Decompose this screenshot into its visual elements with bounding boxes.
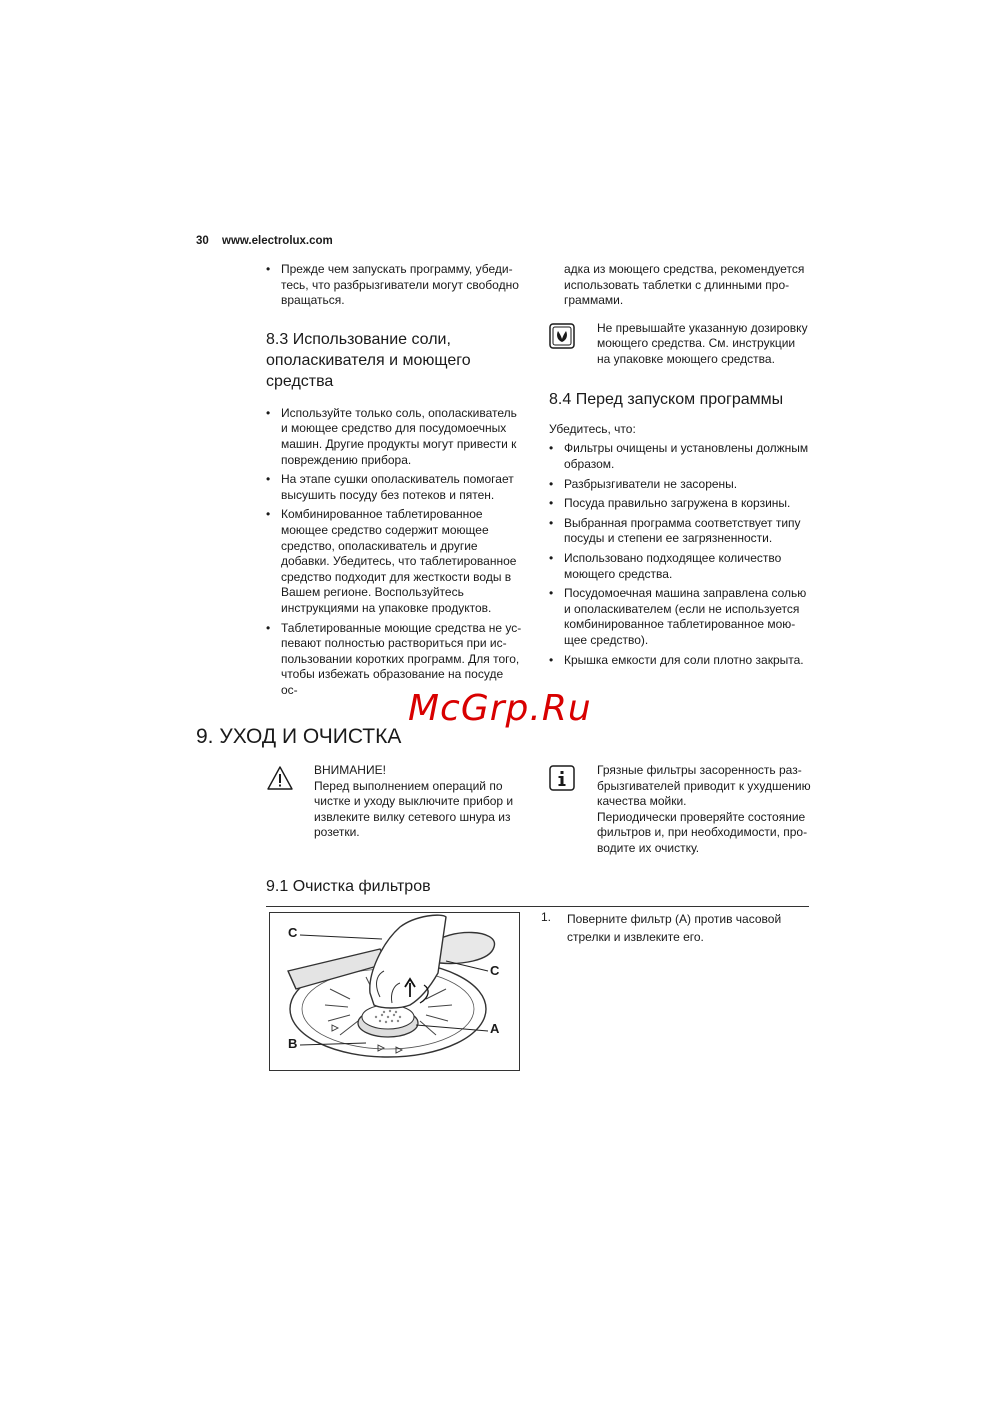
list-item: • Используйте только соль, ополаскиватель и моющее средство для посудомоечных машин. Другие продукты могут привести к повреждению прибора. [266, 406, 522, 468]
list-item: • Посуда правильно загружена в корзины. [549, 496, 809, 512]
list-item: • Разбрызгиватели не засорены. [549, 477, 809, 493]
section-number: 8.3 [266, 330, 289, 348]
chapter-title: УХОД И ОЧИСТКА [219, 725, 402, 748]
list-item: • Таблетированные моющие средства не успевают полностью раствориться при использовании коротких программ. Для того, чтобы избежать образование на посуде ос- [266, 621, 522, 699]
list-item: • Выбранная программа соответствует типу посуды и степени ее загрязненности. [549, 516, 809, 547]
left-column [266, 262, 522, 702]
s84-bullet-list [549, 441, 809, 668]
watermark: McGrp.Ru [408, 688, 592, 729]
site-url[interactable]: www.electrolux.com [222, 235, 333, 247]
chapter-heading [196, 724, 401, 750]
info-block [549, 763, 811, 857]
section-number: 8.4 [549, 390, 572, 408]
section-heading-8-4 [549, 389, 809, 410]
list-item: • Комбинированное таблетированное моющее средство содержит моющее средство, ополаскиватель и другие добавки. Убедитесь, что таблетированное средство подходит для жесткости воды в Вашем регионе. Воспользуйтесь инструкциями на упаковке продуктов. [266, 507, 522, 616]
warning-title: ВНИМАНИЕ! [314, 763, 386, 777]
step-list [541, 910, 809, 946]
lead-text: Убедитесь, что: [549, 421, 636, 436]
info-text-2: Периодически проверяйте состояние фильтров и, при необходимости, проводите их очистку. [597, 809, 808, 855]
step-item [541, 910, 809, 946]
continuation-text: адка из моющего средства, рекомендуется использовать таблетки с длинными программами. [564, 262, 805, 308]
warning-icon [266, 765, 294, 796]
list-item: • Прежде чем запускать программу, убедитесь, что разбрызгиватели могут свободно вращаться. [266, 262, 522, 309]
info-text-1: Грязные фильтры засоренность разбрызгивателей приводит к ухудшению качества мойки. [597, 763, 811, 809]
list-item: • Фильтры очищены и установлены должным образом. [549, 441, 809, 472]
chapter-number: 9. [196, 725, 214, 748]
warning-block [266, 763, 526, 841]
section-title: Очистка фильтров [292, 878, 431, 895]
filter-illustration [270, 913, 519, 1070]
list-item: • На этапе сушки ополаскиватель помогает высушить посуду без потеков и пятен. [266, 472, 522, 503]
intro-bullet-list [266, 262, 522, 309]
warning-text: Перед выполнением операций по чистке и уходу выключите прибор и извлеките вилку сетевого шнура из розетки. [314, 778, 514, 840]
environment-note-text: Не превышайте указанную дозировку моющего средства. См. инструкции на упаковке моющего средства. [597, 320, 808, 366]
figure-label-c-top: C [288, 925, 298, 940]
environment-note [549, 321, 809, 371]
figure-label-a: A [490, 1021, 500, 1036]
page-header [196, 235, 333, 247]
section-title: Перед запуском программы [575, 390, 784, 408]
step-number: 1. [541, 910, 552, 924]
environment-icon [549, 323, 575, 349]
figure-label-c-right: C [490, 963, 500, 978]
section-heading-8-3 [266, 329, 522, 392]
section-number: 9.1 [266, 878, 289, 895]
step-text: Поверните фильтр (A) против часовой стрелки и извлеките его. [567, 912, 782, 944]
list-item: • Использовано подходящее количество моющего средства. [549, 551, 809, 582]
s83-bullet-list [266, 406, 522, 699]
list-item: • Крышка емкости для соли плотно закрыта. [549, 653, 809, 669]
right-column [549, 262, 809, 672]
section-rule [266, 906, 809, 907]
page-number: 30 [196, 235, 209, 247]
figure-label-b: B [288, 1036, 298, 1051]
section-heading-9-1 [266, 876, 431, 897]
filter-figure [269, 912, 520, 1071]
section-title: Использование соли, ополаскивателя и моющего средства [266, 330, 471, 390]
list-item: • Посудомоечная машина заправлена солью и ополаскивателем (если не используется комбинированное таблетированное моющее средство). [549, 586, 809, 648]
info-icon [549, 765, 575, 796]
